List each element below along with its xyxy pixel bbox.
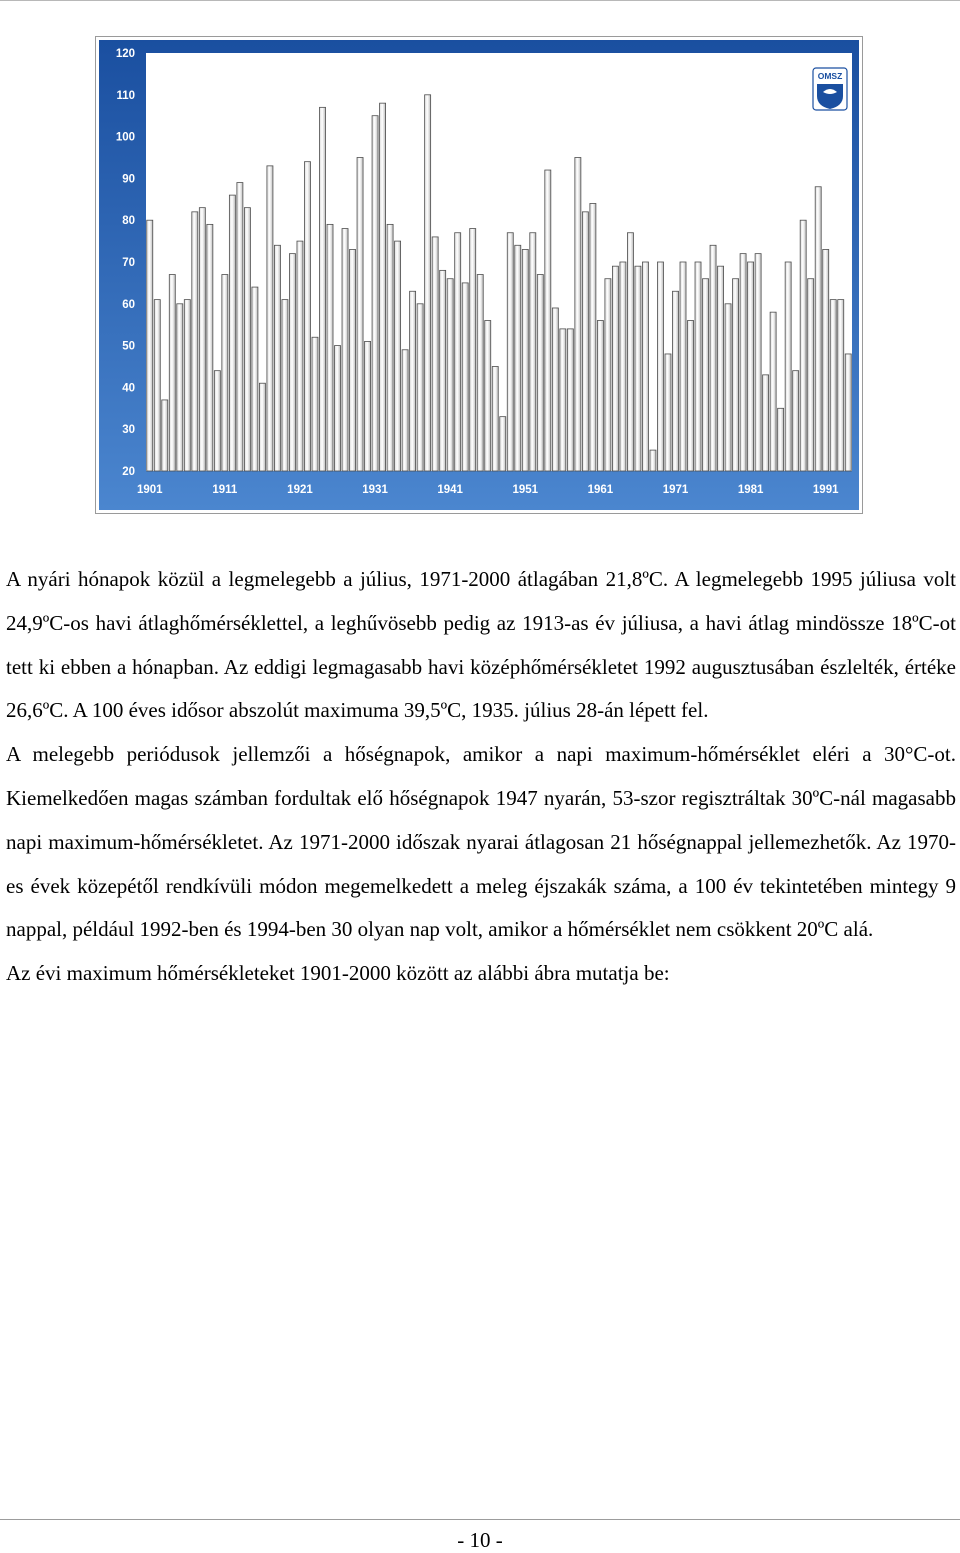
bar-1978: [725, 304, 731, 471]
bar-1940: [440, 270, 446, 471]
bar-1953: [537, 275, 543, 471]
bar-1985: [778, 408, 784, 471]
bar-1947: [492, 367, 498, 472]
bar-1975: [703, 279, 709, 471]
x-tick-label: 1901: [136, 484, 163, 496]
bar-1942: [455, 233, 461, 471]
bar-1935: [402, 350, 408, 471]
bar-1970: [665, 354, 671, 471]
bar-1958: [575, 158, 581, 472]
bar-1938: [425, 95, 431, 471]
bar-1957: [567, 329, 573, 471]
bar-1944: [470, 229, 476, 471]
bar-1937: [417, 304, 423, 471]
bar-1969: [657, 262, 663, 471]
top-rule: [0, 0, 960, 1]
bar-1987: [793, 371, 799, 471]
y-tick-label: 20: [122, 466, 135, 478]
bar-1933: [387, 224, 393, 471]
body-text: [6, 558, 956, 996]
bar-1908: [199, 208, 205, 471]
x-tick-label: 1941: [437, 484, 463, 496]
bar-1914: [244, 208, 250, 471]
bar-1928: [350, 249, 356, 471]
paragraph-july-temperatures: A nyári hónapok közül a legmelegebb a július, 1971-2000 átlagában 21,8ºC. A legmelegebb 1995 júliusa volt 24,9ºC-os havi átlaghőmérséklettel, a leghűvösebb pedig az 1913-as év júliusa, a havi átlag mindössze 18ºC-ot tett ki ebben a hónapban. Az eddigi legmagasabb havi középhőmérsékletet 1992 augusztusában észlelték, értéke 26,6ºC. A 100 éves idősor abszolút maximuma 39,5ºC, 1935. július 28-án lépett fel.: [6, 567, 956, 723]
bar-1946: [485, 321, 491, 471]
bar-1927: [342, 229, 348, 471]
bar-1924: [320, 107, 326, 471]
bar-1974: [695, 262, 701, 471]
bar-1913: [237, 183, 243, 471]
bar-1980: [740, 254, 746, 471]
bar-1964: [620, 262, 626, 471]
bar-1968: [650, 450, 656, 471]
bar-1959: [582, 212, 588, 471]
y-tick-label: 40: [122, 382, 135, 395]
bar-1960: [590, 203, 596, 471]
bar-1941: [447, 279, 453, 471]
omsz-logo-text: OMSZ: [817, 71, 843, 81]
bar-1954: [545, 170, 551, 471]
bar-1903: [162, 400, 168, 471]
bar-1916: [259, 383, 265, 471]
x-tick-label: 1961: [587, 484, 614, 496]
bar-1917: [267, 166, 273, 471]
bar-1973: [688, 321, 694, 471]
y-tick-label: 80: [122, 215, 135, 228]
y-tick-label: 110: [116, 89, 135, 102]
bar-1991: [823, 249, 829, 471]
x-tick-label: 1971: [662, 484, 689, 496]
bar-1979: [733, 279, 739, 471]
bar-1993: [838, 300, 844, 471]
bar-1936: [410, 291, 416, 471]
x-tick-label: 1931: [362, 484, 388, 496]
bar-1939: [432, 237, 438, 471]
bar-1956: [560, 329, 566, 471]
bar-1907: [192, 212, 198, 471]
y-tick-label: 120: [115, 48, 135, 60]
bar-1921: [297, 241, 303, 471]
page-number: - 10 -: [457, 1528, 503, 1552]
bar-1926: [335, 346, 341, 471]
bar-1952: [530, 233, 536, 471]
bar-1977: [718, 266, 724, 471]
bar-1932: [380, 103, 386, 471]
bar-1962: [605, 279, 611, 471]
y-tick-label: 90: [122, 173, 135, 186]
bar-1912: [229, 195, 235, 471]
bar-1983: [763, 375, 769, 471]
bar-1965: [627, 233, 633, 471]
bar-1910: [214, 371, 220, 471]
bar-1971: [673, 291, 679, 471]
footer-rule: [0, 1519, 960, 1520]
paragraph-heat-days: A melegebb periódusok jellemzői a hőségnapok, amikor a napi maximum-hőmérséklet eléri a 30°C-ot. Kiemelkedően magas számban fordultak elő hőségnapok 1947 nyarán, 53-szor regisztráltak 30ºC-nál magasabb napi maximum-hőmérsékletet. Az 1971-2000 időszak nyarai átlagosan 21 hőségnappal jellemezhetők. Az 1970-es évek közepétől rendkívüli módon megemelkedett a meleg éjszakák száma, a 100 év tekintetében mintegy 9 nappal, például 1992-ben és 1994-ben 30 olyan nap volt, amikor a hőmérséklet nem csökkent 20ºC alá.: [6, 742, 956, 942]
bar-1906: [184, 300, 190, 471]
bar-1966: [635, 266, 641, 471]
bar-1943: [462, 283, 468, 471]
bar-1929: [357, 158, 363, 472]
bar-1982: [755, 254, 761, 471]
y-tick-label: 50: [122, 340, 135, 353]
bar-1967: [642, 262, 648, 471]
omsz-logo: [813, 68, 847, 110]
paragraph-figure-intro: Az évi maximum hőmérsékleteket 1901-2000 között az alábbi ábra mutatja be:: [6, 961, 670, 986]
bar-1923: [312, 337, 318, 471]
bar-1915: [252, 287, 258, 471]
bar-1963: [612, 266, 618, 471]
x-tick-label: 1911: [212, 484, 238, 496]
bar-1920: [289, 254, 295, 471]
bar-1951: [522, 249, 528, 471]
bar-1989: [808, 279, 814, 471]
y-tick-label: 60: [122, 298, 135, 311]
bar-1994: [845, 354, 851, 471]
bar-1934: [395, 241, 401, 471]
x-tick-label: 1981: [737, 484, 764, 496]
bar-1945: [477, 275, 483, 471]
bar-1986: [785, 262, 791, 471]
bar-1949: [507, 233, 513, 471]
bar-1904: [169, 275, 175, 471]
x-tick-label: 1991: [812, 484, 839, 496]
bar-1950: [515, 245, 521, 471]
bar-1902: [154, 300, 160, 471]
bar-1992: [830, 300, 836, 471]
y-tick-label: 100: [115, 131, 135, 144]
bar-1930: [365, 341, 371, 471]
hot-days-chart: [95, 36, 863, 514]
bar-1909: [207, 224, 213, 471]
bar-1931: [372, 116, 378, 471]
bar-1925: [327, 224, 333, 471]
bar-1972: [680, 262, 686, 471]
bar-1961: [597, 321, 603, 471]
chart-svg: [99, 40, 859, 510]
x-tick-label: 1921: [287, 484, 313, 496]
bar-1955: [552, 308, 558, 471]
y-tick-label: 70: [122, 257, 135, 269]
bar-1922: [304, 162, 310, 471]
bar-1911: [222, 275, 228, 471]
bar-1905: [177, 304, 183, 471]
bar-1976: [710, 245, 716, 471]
x-tick-label: 1951: [512, 484, 539, 496]
bar-1919: [282, 300, 288, 471]
bar-1981: [748, 262, 754, 471]
bar-1918: [274, 245, 280, 471]
y-tick-label: 30: [122, 424, 135, 437]
bar-1988: [800, 220, 806, 471]
bar-1948: [500, 417, 506, 471]
bar-1901: [147, 220, 153, 471]
bar-1990: [815, 187, 821, 471]
bar-1984: [770, 312, 776, 471]
